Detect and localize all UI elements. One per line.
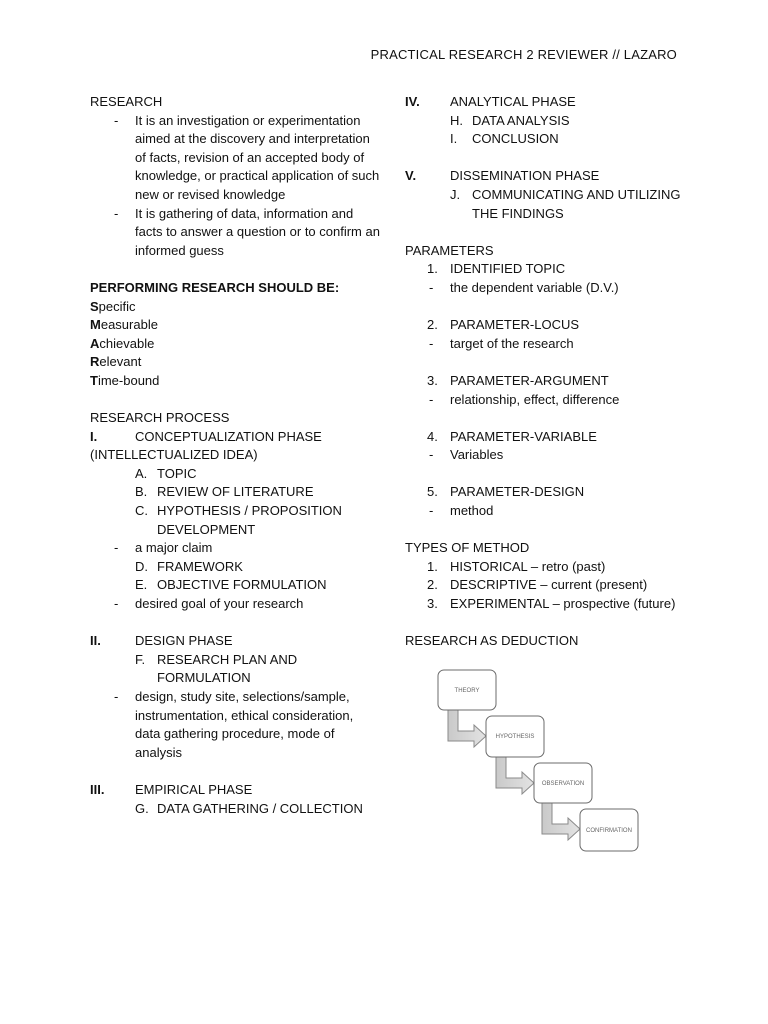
research-plan-note: - design, study site, selections/sample, instrumentation, ethical consideration, data gathering procedure, mode of analysis	[90, 688, 380, 762]
step-data-analysis: H. DATA ANALYSIS	[450, 112, 570, 128]
research-process-heading: RESEARCH PROCESS	[90, 410, 230, 426]
deduction-box-hypothesis	[486, 716, 544, 757]
step-communicating: J. COMMUNICATING AND UTILIZING THE FINDINGS	[450, 186, 681, 221]
parameters-heading: PARAMETERS	[405, 242, 494, 258]
deduction-box-confirmation	[580, 809, 638, 851]
hypothesis-note: - a major claim	[90, 539, 380, 558]
step-topic: A. TOPIC	[135, 465, 197, 481]
method-descriptive: 2. DESCRIPTIVE – current (present)	[427, 577, 648, 593]
step-conclusion: I. CONCLUSION	[450, 131, 559, 147]
phase-dissemination: V. DISSEMINATION PHASE	[405, 168, 600, 184]
deduction-label-observation: OBSERVATION	[541, 781, 585, 787]
deduction-box-observation	[534, 763, 592, 803]
deduction-arrow-2	[496, 757, 534, 794]
smart-item-achievable: Achievable	[90, 335, 155, 351]
objective-note: - desired goal of your research	[90, 595, 380, 614]
phase-conceptualization-sub: (INTELLECTUALIZED IDEA)	[90, 447, 258, 463]
parameter-locus: 2. PARAMETER-LOCUS	[427, 317, 580, 333]
step-framework: D. FRAMEWORK	[135, 558, 243, 574]
research-definition-1: - It is an investigation or experimentation aimed at the discovery and interpretation of facts, revision of an accepted body of knowledge, or practical application of such new or revised knowledge	[90, 112, 380, 205]
parameter-locus-note: - target of the research	[405, 335, 695, 354]
parameter-argument: 3. PARAMETER-ARGUMENT	[427, 372, 609, 388]
parameter-variable-note: - Variables	[405, 446, 695, 465]
parameter-design-note: - method	[405, 502, 695, 521]
smart-heading: PERFORMING RESEARCH SHOULD BE:	[90, 279, 340, 295]
research-definition-2: - It is gathering of data, information and facts to answer a question or to confirm an informed guess	[90, 205, 380, 261]
phase-empirical: III. EMPIRICAL PHASE	[90, 781, 253, 797]
parameter-argument-note: - relationship, effect, difference	[405, 391, 695, 410]
parameter-identified-topic-note: - the dependent variable (D.V.)	[405, 279, 695, 298]
smart-item-measurable: Measurable	[90, 317, 158, 333]
types-of-method-heading: TYPES OF METHOD	[405, 540, 530, 556]
smart-item-relevant: Relevant	[90, 354, 142, 370]
step-objective-formulation: E. OBJECTIVE FORMULATION	[135, 577, 327, 593]
phase-design: II. DESIGN PHASE	[90, 633, 233, 649]
method-historical: 1. HISTORICAL – retro (past)	[427, 558, 606, 574]
phase-analytical: IV. ANALYTICAL PHASE	[405, 94, 576, 109]
step-review-of-literature: B. REVIEW OF LITERATURE	[135, 484, 314, 500]
deduction-arrow-3	[542, 803, 580, 840]
parameter-design: 5. PARAMETER-DESIGN	[427, 484, 585, 500]
method-experimental: 3. EXPERIMENTAL – prospective (future)	[427, 596, 676, 612]
parameter-variable: 4. PARAMETER-VARIABLE	[427, 428, 597, 444]
right-column	[405, 93, 695, 651]
deduction-arrow-1	[448, 710, 486, 747]
deduction-label-confirmation: CONFIRMATION	[586, 828, 632, 834]
step-research-plan: F. RESEARCH PLAN AND FORMULATION	[135, 651, 298, 686]
phase-conceptualization: I. CONCEPTUALIZATION PHASE	[90, 428, 322, 444]
deduction-label-hypothesis: HYPOTHESIS	[495, 734, 535, 740]
smart-item-specific: Specific	[90, 298, 136, 314]
deduction-box-theory	[438, 670, 496, 710]
page-title: PRACTICAL RESEARCH 2 REVIEWER // LAZARO	[370, 47, 677, 62]
step-data-gathering: G. DATA GATHERING / COLLECTION	[135, 800, 363, 816]
step-hypothesis: C. HYPOTHESIS / PROPOSITION DEVELOPMENT	[135, 503, 342, 537]
research-heading: RESEARCH	[90, 94, 163, 109]
smart-item-time-bound: Time-bound	[90, 372, 160, 388]
parameter-identified-topic: 1. IDENTIFIED TOPIC	[427, 261, 566, 277]
research-as-deduction-heading: RESEARCH AS DEDUCTION	[405, 633, 579, 649]
deduction-label-theory: THEORY	[454, 688, 480, 694]
left-column	[90, 93, 380, 818]
deduction-diagram	[430, 665, 650, 860]
